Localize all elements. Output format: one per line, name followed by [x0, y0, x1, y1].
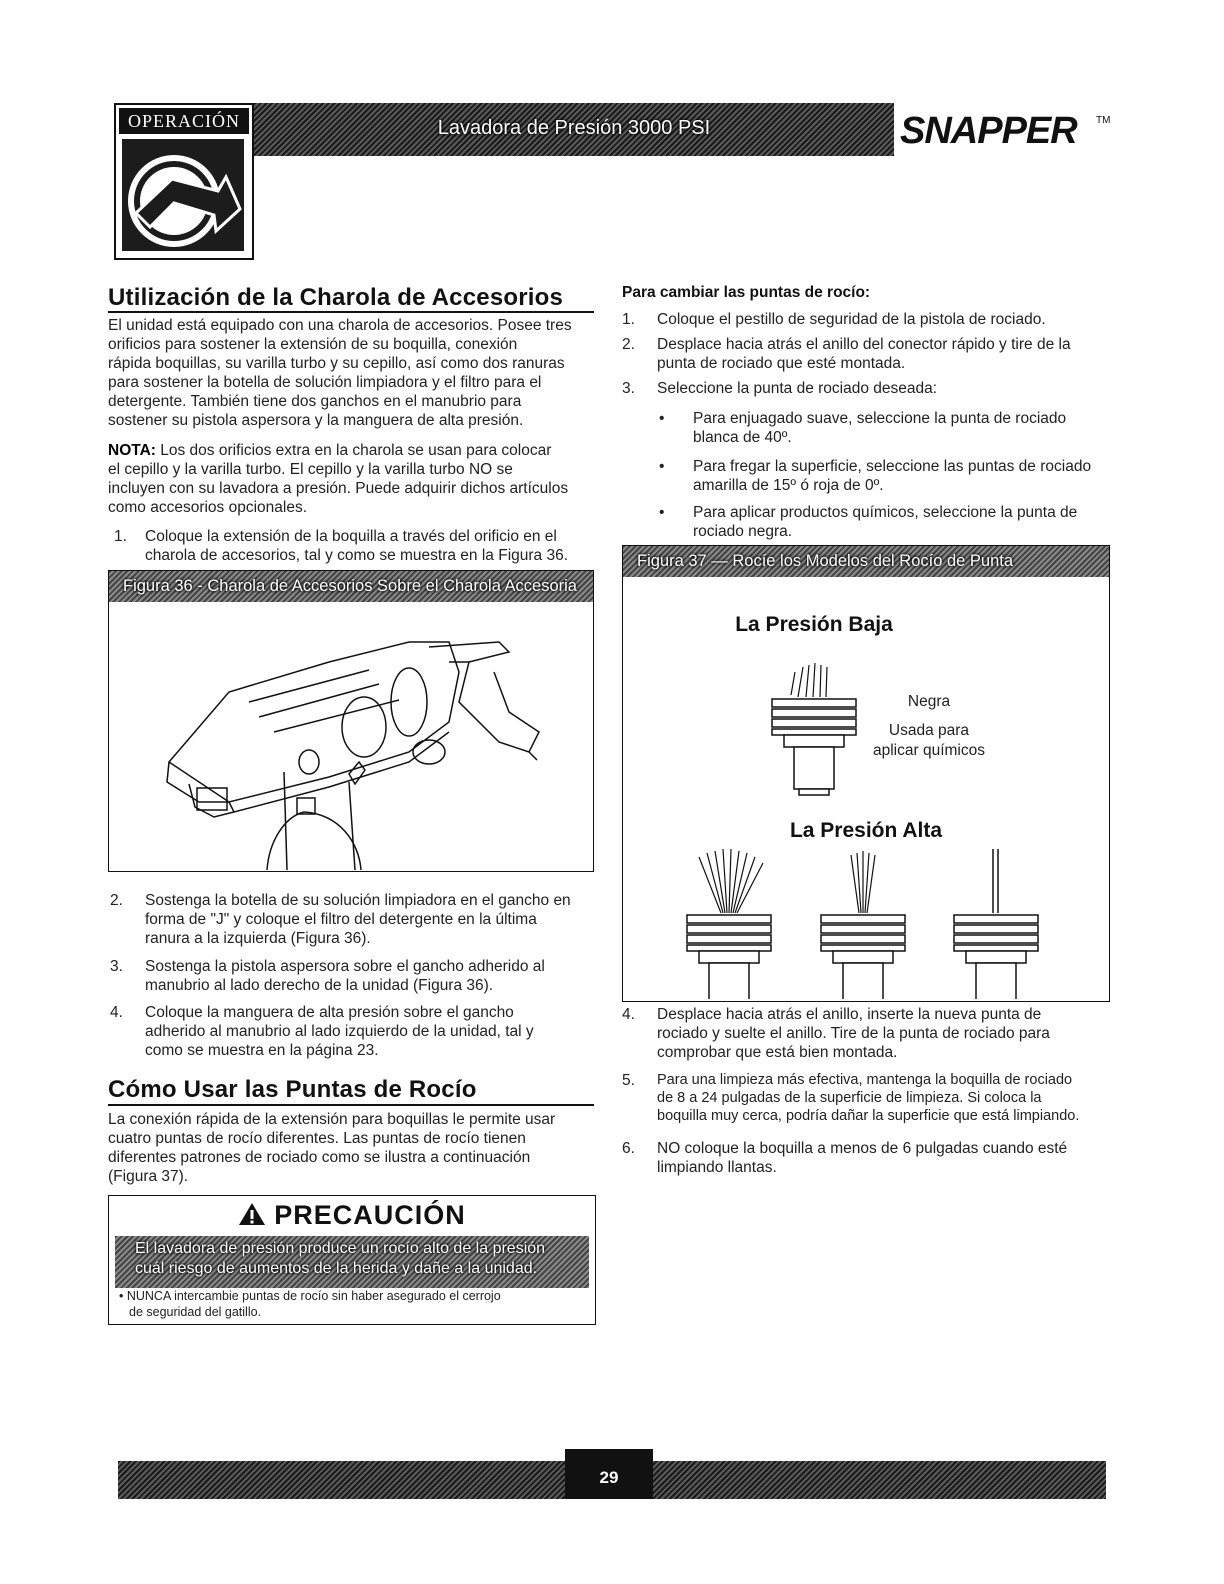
- bullet-dot: •: [659, 458, 665, 475]
- caution-box: [108, 1195, 596, 1325]
- bullet-text: Para aplicar productos químicos, seleccione la punta de rociado negra.: [693, 504, 1078, 540]
- brand-name: SNAPPER: [900, 110, 1077, 152]
- step-number: 2.: [110, 892, 123, 909]
- accessory-tray-paragraph: El unidad está equipado con una charola de accesorios. Posee tres orificios para sostener la extensión de su boquilla, conexión rápida boquillas, su varilla turbo y su cepillo, así como dos ranuras para sostener la botella de solución limpiadora y el filtro para el detergente. También tiene dos ganchos en el manubrio para sostener su pistola aspersora y la manguera de alta presión.: [108, 317, 572, 429]
- change-tips-heading: Para cambiar las puntas de rocío:: [622, 284, 871, 301]
- step-text: Coloque el pestillo de seguridad de la pistola de rociado.: [657, 311, 1046, 328]
- step-number: 6.: [622, 1140, 635, 1157]
- low-pressure-spray: [791, 663, 827, 697]
- section-label: OPERACIÓN: [119, 108, 249, 134]
- spray-tip-patterns: [623, 577, 1109, 999]
- step-text: Para una limpieza más efectiva, mantenga la boquilla de rociado de 8 a 24 pulgadas de la superficie de limpieza. Si coloca la boquilla muy cerca, podría dañar la superficie que está limpiando.: [657, 1072, 1080, 1124]
- note-label: NOTA:: [108, 442, 156, 459]
- high-pressure-title: La Presión Alta: [789, 819, 943, 842]
- red-tip-spray: [993, 849, 998, 913]
- step-number: 3.: [110, 958, 123, 975]
- operation-arrow-icon: [122, 139, 244, 251]
- bullet-dot: •: [659, 410, 665, 427]
- step-text: Desplace hacia atrás el anillo del conector rápido y tire de la punta de rociado que esté montada.: [657, 336, 1071, 372]
- black-tip-usage: Usada para: [888, 722, 970, 739]
- step-text: Seleccione la punta de rociado deseada:: [657, 380, 938, 397]
- page-number: 29: [565, 1449, 653, 1499]
- black-tip-label: Negra: [907, 693, 951, 710]
- step-number: 4.: [622, 1006, 635, 1023]
- black-tip-usage: aplicar químicos: [873, 742, 985, 759]
- step-text: NO coloque la boquilla a menos de 6 pulgadas cuando esté limpiando llantas.: [657, 1140, 1068, 1176]
- step-number: 1.: [114, 528, 127, 545]
- figure-36: [108, 570, 594, 872]
- black-tip-nozzle: [772, 699, 856, 795]
- white-tip-nozzle: [687, 915, 771, 999]
- step-number: 2.: [622, 336, 635, 353]
- step-number: 1.: [622, 311, 635, 328]
- step-text: Coloque la extensión de la boquilla a través del orificio en el charola de accesorios, tal y como se muestra en la Figura 36.: [145, 528, 569, 564]
- section-heading-spray-tips: Cómo Usar las Puntas de Rocío: [108, 1076, 477, 1103]
- bullet-dot: •: [659, 504, 665, 521]
- figure-36-caption: Figura 36 - Charola de Accesorios Sobre el Charola Accesoria: [109, 571, 593, 602]
- heading-rule: [108, 1104, 594, 1106]
- step-text: Sostenga la pistola aspersora sobre el gancho adherido al manubrio al lado derecho de la unidad (Figura 36).: [145, 958, 545, 994]
- bullet-text: Para fregar la superficie, seleccione las puntas de rociado amarilla de 15º ó roja de 0º.: [693, 458, 1092, 494]
- caution-title: PRECAUCIÓN: [109, 1200, 595, 1231]
- yellow-tip-nozzle: [821, 915, 905, 999]
- warning-triangle-icon: [238, 1202, 266, 1226]
- operation-section-badge: [114, 103, 254, 260]
- step-text: Desplace hacia atrás el anillo, inserte la nueva punta de rociado y suelte el anillo. Tire de la punta de rociado para comprobar que está bien montada.: [657, 1006, 1050, 1061]
- step-text: Sostenga la botella de su solución limpiadora en el gancho en forma de "J" y coloque el filtro del detergente en la última ranura a la izquierda (Figura 36).: [145, 892, 571, 947]
- document-title: Lavadora de Presión 3000 PSI: [437, 117, 711, 139]
- figure-37-caption: Figura 37 — Rocíe los Modelos del Rocío de Punta: [623, 546, 1109, 577]
- white-tip-spray: [699, 849, 763, 913]
- red-tip-nozzle: [954, 915, 1038, 999]
- low-pressure-title: La Presión Baja: [735, 613, 893, 636]
- step-number: 3.: [622, 380, 635, 397]
- figure-37: [622, 545, 1110, 1002]
- step-number: 5.: [622, 1072, 635, 1089]
- section-heading-accessory-tray: Utilización de la Charola de Accesorios: [108, 284, 564, 311]
- bullet-text: Para enjuagado suave, seleccione la punta de rociado blanca de 40º.: [693, 410, 1067, 446]
- yellow-tip-spray: [851, 851, 875, 913]
- title-bar: [254, 103, 894, 156]
- step-text: Coloque la manguera de alta presión sobre el gancho adherido al manubrio al lado izquierdo de la unidad, tal y como se muestra en la página 23.: [145, 1004, 534, 1059]
- caution-note: • NUNCA intercambie puntas de rocío sin haber asegurado el cerrojo de seguridad del gatillo.: [119, 1289, 501, 1319]
- caution-message: El lavadora de presión produce un rocío alto de la presión cuál riesgo de aumentos de la herida y dañe a la unidad.: [115, 1236, 589, 1288]
- heading-rule: [108, 311, 594, 313]
- spray-tips-paragraph: La conexión rápida de la extensión para boquillas le permite usar cuatro puntas de rocío diferentes. Las puntas de rocío tienen diferentes patrones de rociado como se ilustra a continuación (Figura 37).: [108, 1111, 556, 1185]
- step-number: 4.: [110, 1004, 123, 1021]
- snapper-logo: [898, 105, 1128, 153]
- note-paragraph: NOTA: Los dos orificios extra en la charola se usan para colocar el cepillo y la varilla turbo. El cepillo y la varilla turbo NO se incluyen con su lavadora a presión. Puede adquirir dichos artículos como accesorios opcionales.: [108, 442, 569, 516]
- accessory-tray-illustration: [109, 602, 593, 870]
- brand-trademark: TM: [1096, 115, 1111, 126]
